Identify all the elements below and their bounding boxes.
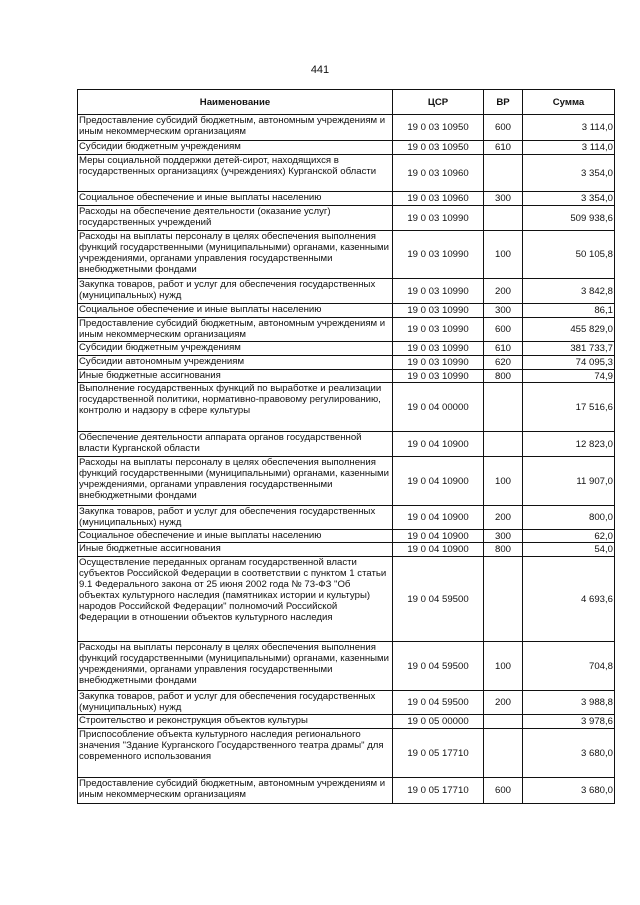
row-name: Предоставление субсидий бюджетным, автономным учреждениям и иным некоммерческим организациям [78, 318, 393, 342]
row-vr: 200 [484, 279, 523, 304]
row-csr: 19 0 03 10990 [393, 370, 484, 383]
row-csr: 19 0 03 10990 [393, 304, 484, 318]
row-name: Выполнение государственных функций по выработке и реализации государственной политики, нормативно-правовому регулированию, контролю и надзору в сфере культуры [78, 383, 393, 432]
row-sum: 509 938,6 [523, 206, 615, 231]
table-row [78, 457, 615, 506]
row-sum: 50 105,8 [523, 231, 615, 279]
row-name: Иные бюджетные ассигнования [78, 543, 393, 557]
row-csr: 19 0 03 10990 [393, 279, 484, 304]
row-name: Иные бюджетные ассигнования [78, 370, 393, 383]
row-csr: 19 0 04 10900 [393, 457, 484, 506]
row-csr: 19 0 05 00000 [393, 715, 484, 729]
row-sum: 86,1 [523, 304, 615, 318]
row-name: Предоставление субсидий бюджетным, автономным учреждениям и иным некоммерческим организациям [78, 778, 393, 804]
header-name: Наименование [78, 90, 393, 115]
row-name: Предоставление субсидий бюджетным, автономным учреждениям и иным некоммерческим организациям [78, 115, 393, 141]
row-csr: 19 0 03 10990 [393, 318, 484, 342]
row-vr: 200 [484, 506, 523, 530]
table-row [78, 557, 615, 642]
row-vr: 610 [484, 141, 523, 155]
row-name: Расходы на обеспечение деятельности (оказание услуг) государственных учреждений [78, 206, 393, 231]
row-name: Закупка товаров, работ и услуг для обеспечения государственных (муниципальных) нужд [78, 691, 393, 715]
row-csr: 19 0 04 59500 [393, 691, 484, 715]
table-row [78, 715, 615, 729]
row-sum: 3 680,0 [523, 778, 615, 804]
row-sum: 3 978,6 [523, 715, 615, 729]
row-csr: 19 0 03 10960 [393, 192, 484, 206]
row-sum: 3 842,8 [523, 279, 615, 304]
row-sum: 455 829,0 [523, 318, 615, 342]
table-row [78, 279, 615, 304]
table-row [78, 192, 615, 206]
row-csr: 19 0 03 10990 [393, 342, 484, 356]
row-name: Субсидии бюджетным учреждениям [78, 141, 393, 155]
table-row [78, 729, 615, 778]
table-row [78, 642, 615, 691]
row-csr: 19 0 05 17710 [393, 729, 484, 778]
row-vr: 620 [484, 356, 523, 370]
table-row [78, 318, 615, 342]
row-vr [484, 383, 523, 432]
row-vr [484, 432, 523, 457]
table-row [78, 383, 615, 432]
row-vr: 100 [484, 642, 523, 691]
row-name: Закупка товаров, работ и услуг для обеспечения государственных (муниципальных) нужд [78, 279, 393, 304]
table-row [78, 778, 615, 804]
page-number: 441 [310, 64, 330, 76]
budget-table [77, 89, 615, 804]
table-row [78, 206, 615, 231]
row-vr [484, 557, 523, 642]
table-row [78, 691, 615, 715]
row-csr: 19 0 04 10900 [393, 506, 484, 530]
row-name: Расходы на выплаты персоналу в целях обеспечения выполнения функций государственными (муниципальными) органами, казенными учреждениями, органами управления государственными внебюджетными фондами [78, 231, 393, 279]
table-row [78, 115, 615, 141]
row-name: Социальное обеспечение и иные выплаты населению [78, 304, 393, 318]
row-csr: 19 0 03 10990 [393, 231, 484, 279]
row-sum: 3 988,8 [523, 691, 615, 715]
table-row [78, 432, 615, 457]
row-name: Расходы на выплаты персоналу в целях обеспечения выполнения функций государственными (муниципальными) органами, казенными учреждениями, органами управления государственными внебюджетными фондами [78, 457, 393, 506]
row-sum: 3 354,0 [523, 155, 615, 192]
table-row [78, 356, 615, 370]
row-vr: 800 [484, 543, 523, 557]
table-row [78, 141, 615, 155]
row-sum: 704,8 [523, 642, 615, 691]
row-vr: 300 [484, 530, 523, 543]
row-csr: 19 0 03 10950 [393, 115, 484, 141]
row-vr: 610 [484, 342, 523, 356]
table-row [78, 231, 615, 279]
row-name: Приспособление объекта культурного наследия регионального значения "Здание Курганского Государственного театра драмы" для современного использования [78, 729, 393, 778]
row-csr: 19 0 05 17710 [393, 778, 484, 804]
table-header-row [78, 90, 615, 115]
row-csr: 19 0 04 59500 [393, 642, 484, 691]
row-name: Социальное обеспечение и иные выплаты населению [78, 192, 393, 206]
row-name: Субсидии автономным учреждениям [78, 356, 393, 370]
row-csr: 19 0 04 10900 [393, 530, 484, 543]
table-row [78, 543, 615, 557]
row-sum: 3 114,0 [523, 115, 615, 141]
row-csr: 19 0 04 10900 [393, 543, 484, 557]
row-sum: 54,0 [523, 543, 615, 557]
row-sum: 3 680,0 [523, 729, 615, 778]
table-row [78, 342, 615, 356]
row-name: Обеспечение деятельности аппарата органов государственной власти Курганской области [78, 432, 393, 457]
row-csr: 19 0 03 10990 [393, 206, 484, 231]
row-vr [484, 206, 523, 231]
row-sum: 3 114,0 [523, 141, 615, 155]
row-csr: 19 0 04 59500 [393, 557, 484, 642]
row-name: Меры социальной поддержки детей-сирот, находящихся в государственных организациях (учреждениях) Курганской области [78, 155, 393, 192]
header-sum: Сумма [523, 90, 615, 115]
row-vr: 100 [484, 231, 523, 279]
row-vr: 600 [484, 318, 523, 342]
table-row [78, 530, 615, 543]
row-sum: 4 693,6 [523, 557, 615, 642]
row-vr [484, 729, 523, 778]
row-csr: 19 0 03 10950 [393, 141, 484, 155]
row-name: Осуществление переданных органам государственной власти субъектов Российской Федерации в соответствии с пунктом 1 статьи 9.1 Федерального закона от 25 июня 2002 года № 73-ФЗ "Об объектах культурного наследия (памятниках истории и культуры) народов Российской Федерации" полномочий Российской Федерации в отношении объектов культурного наследия [78, 557, 393, 642]
row-csr: 19 0 04 10900 [393, 432, 484, 457]
row-csr: 19 0 03 10960 [393, 155, 484, 192]
row-name: Социальное обеспечение и иные выплаты населению [78, 530, 393, 543]
header-vr: ВР [484, 90, 523, 115]
row-name: Расходы на выплаты персоналу в целях обеспечения выполнения функций государственными (муниципальными) органами, казенными учреждениями, органами управления государственными внебюджетными фондами [78, 642, 393, 691]
header-csr: ЦСР [393, 90, 484, 115]
row-vr: 600 [484, 115, 523, 141]
row-csr: 19 0 04 00000 [393, 383, 484, 432]
row-name: Закупка товаров, работ и услуг для обеспечения государственных (муниципальных) нужд [78, 506, 393, 530]
row-vr: 300 [484, 304, 523, 318]
row-vr: 800 [484, 370, 523, 383]
row-sum: 3 354,0 [523, 192, 615, 206]
row-vr: 100 [484, 457, 523, 506]
row-name: Строительство и реконструкция объектов культуры [78, 715, 393, 729]
row-sum: 11 907,0 [523, 457, 615, 506]
row-vr [484, 155, 523, 192]
table-row [78, 370, 615, 383]
row-sum: 800,0 [523, 506, 615, 530]
table-row [78, 304, 615, 318]
table-row [78, 506, 615, 530]
row-vr [484, 715, 523, 729]
row-sum: 74 095,3 [523, 356, 615, 370]
row-vr: 600 [484, 778, 523, 804]
row-sum: 74,9 [523, 370, 615, 383]
row-sum: 12 823,0 [523, 432, 615, 457]
table-row [78, 155, 615, 192]
row-sum: 62,0 [523, 530, 615, 543]
row-csr: 19 0 03 10990 [393, 356, 484, 370]
row-vr: 300 [484, 192, 523, 206]
row-name: Субсидии бюджетным учреждениям [78, 342, 393, 356]
row-sum: 381 733,7 [523, 342, 615, 356]
row-vr: 200 [484, 691, 523, 715]
row-sum: 17 516,6 [523, 383, 615, 432]
